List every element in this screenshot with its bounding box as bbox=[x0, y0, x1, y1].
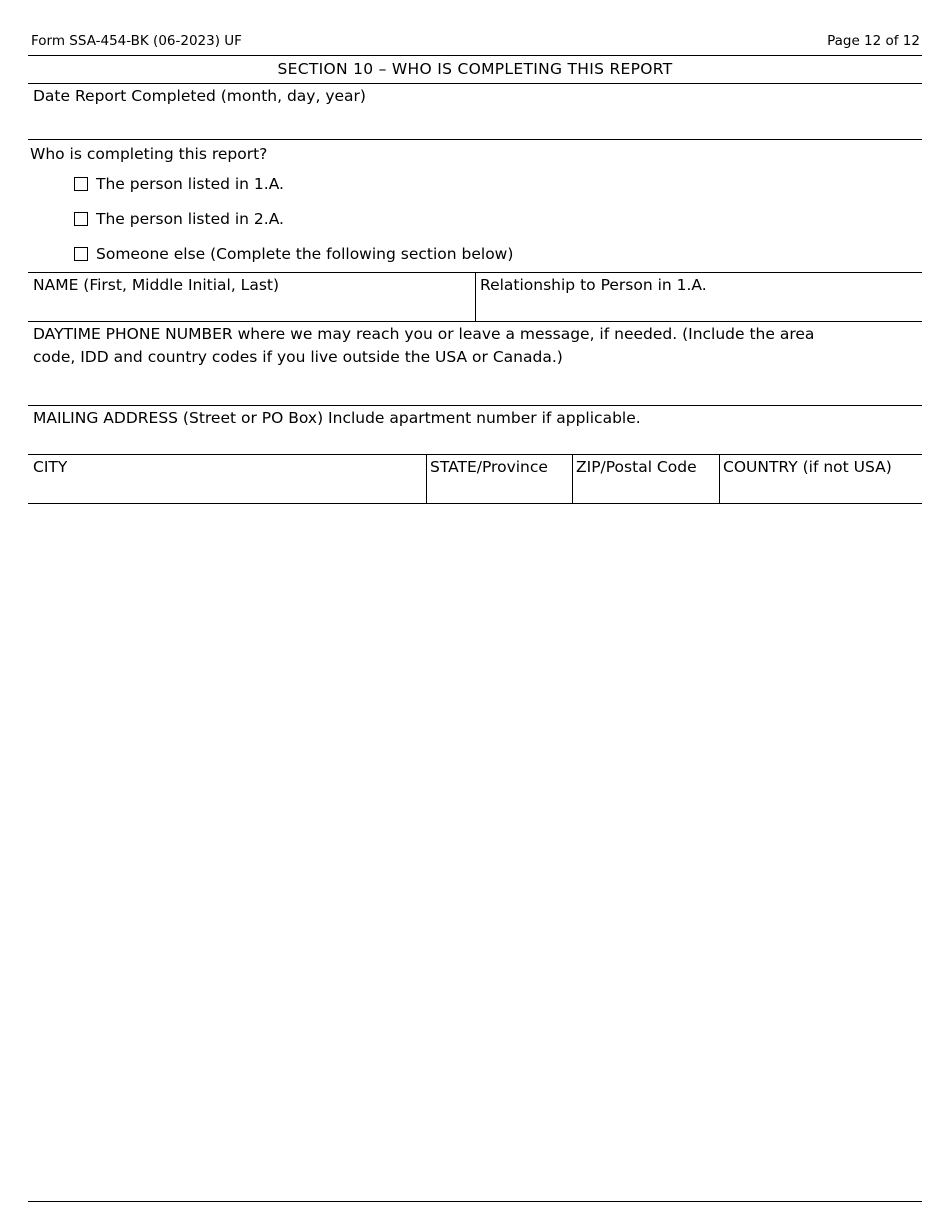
city-field[interactable] bbox=[28, 455, 426, 503]
phone-label-line2: code, IDD and country codes if you live outside the USA or Canada.) bbox=[33, 348, 563, 366]
option-label: The person listed in 2.A. bbox=[96, 210, 284, 228]
divider bbox=[28, 503, 922, 504]
state-field[interactable] bbox=[427, 455, 572, 503]
who-completing-question: Who is completing this report? bbox=[30, 145, 268, 163]
city-label: CITY bbox=[33, 458, 68, 476]
page-number: Page 12 of 12 bbox=[827, 33, 920, 49]
option-someone-else[interactable] bbox=[74, 244, 574, 266]
country-label: COUNTRY (if not USA) bbox=[723, 458, 892, 476]
name-label: NAME (First, Middle Initial, Last) bbox=[33, 276, 280, 294]
section-title: SECTION 10 – WHO IS COMPLETING THIS REPORT bbox=[277, 60, 673, 78]
mailing-address-label: MAILING ADDRESS (Street or PO Box) Include apartment number if applicable. bbox=[33, 409, 641, 427]
option-label: Someone else (Complete the following section below) bbox=[96, 245, 514, 263]
phone-field[interactable] bbox=[28, 322, 922, 405]
divider bbox=[28, 139, 922, 140]
divider bbox=[28, 55, 922, 56]
option-person-1a[interactable] bbox=[74, 174, 574, 196]
name-field[interactable] bbox=[28, 273, 475, 321]
mailing-address-field[interactable] bbox=[28, 406, 922, 454]
country-field[interactable] bbox=[720, 455, 922, 503]
date-completed-label: Date Report Completed (month, day, year) bbox=[33, 87, 366, 105]
checkbox-person-1a[interactable] bbox=[74, 177, 88, 191]
form-id: Form SSA-454-BK (06-2023) UF bbox=[31, 33, 242, 49]
option-label: The person listed in 1.A. bbox=[96, 175, 284, 193]
date-completed-field[interactable] bbox=[28, 84, 922, 139]
option-person-2a[interactable] bbox=[74, 209, 574, 231]
relationship-field[interactable] bbox=[476, 273, 922, 321]
checkbox-someone-else[interactable] bbox=[74, 247, 88, 261]
state-label: STATE/Province bbox=[430, 458, 548, 476]
zip-field[interactable] bbox=[573, 455, 719, 503]
checkbox-person-2a[interactable] bbox=[74, 212, 88, 226]
relationship-label: Relationship to Person in 1.A. bbox=[480, 276, 707, 294]
phone-label-line1: DAYTIME PHONE NUMBER where we may reach you or leave a message, if needed. (Include the area bbox=[33, 325, 815, 343]
zip-label: ZIP/Postal Code bbox=[576, 458, 697, 476]
footer-rule bbox=[28, 1201, 922, 1202]
